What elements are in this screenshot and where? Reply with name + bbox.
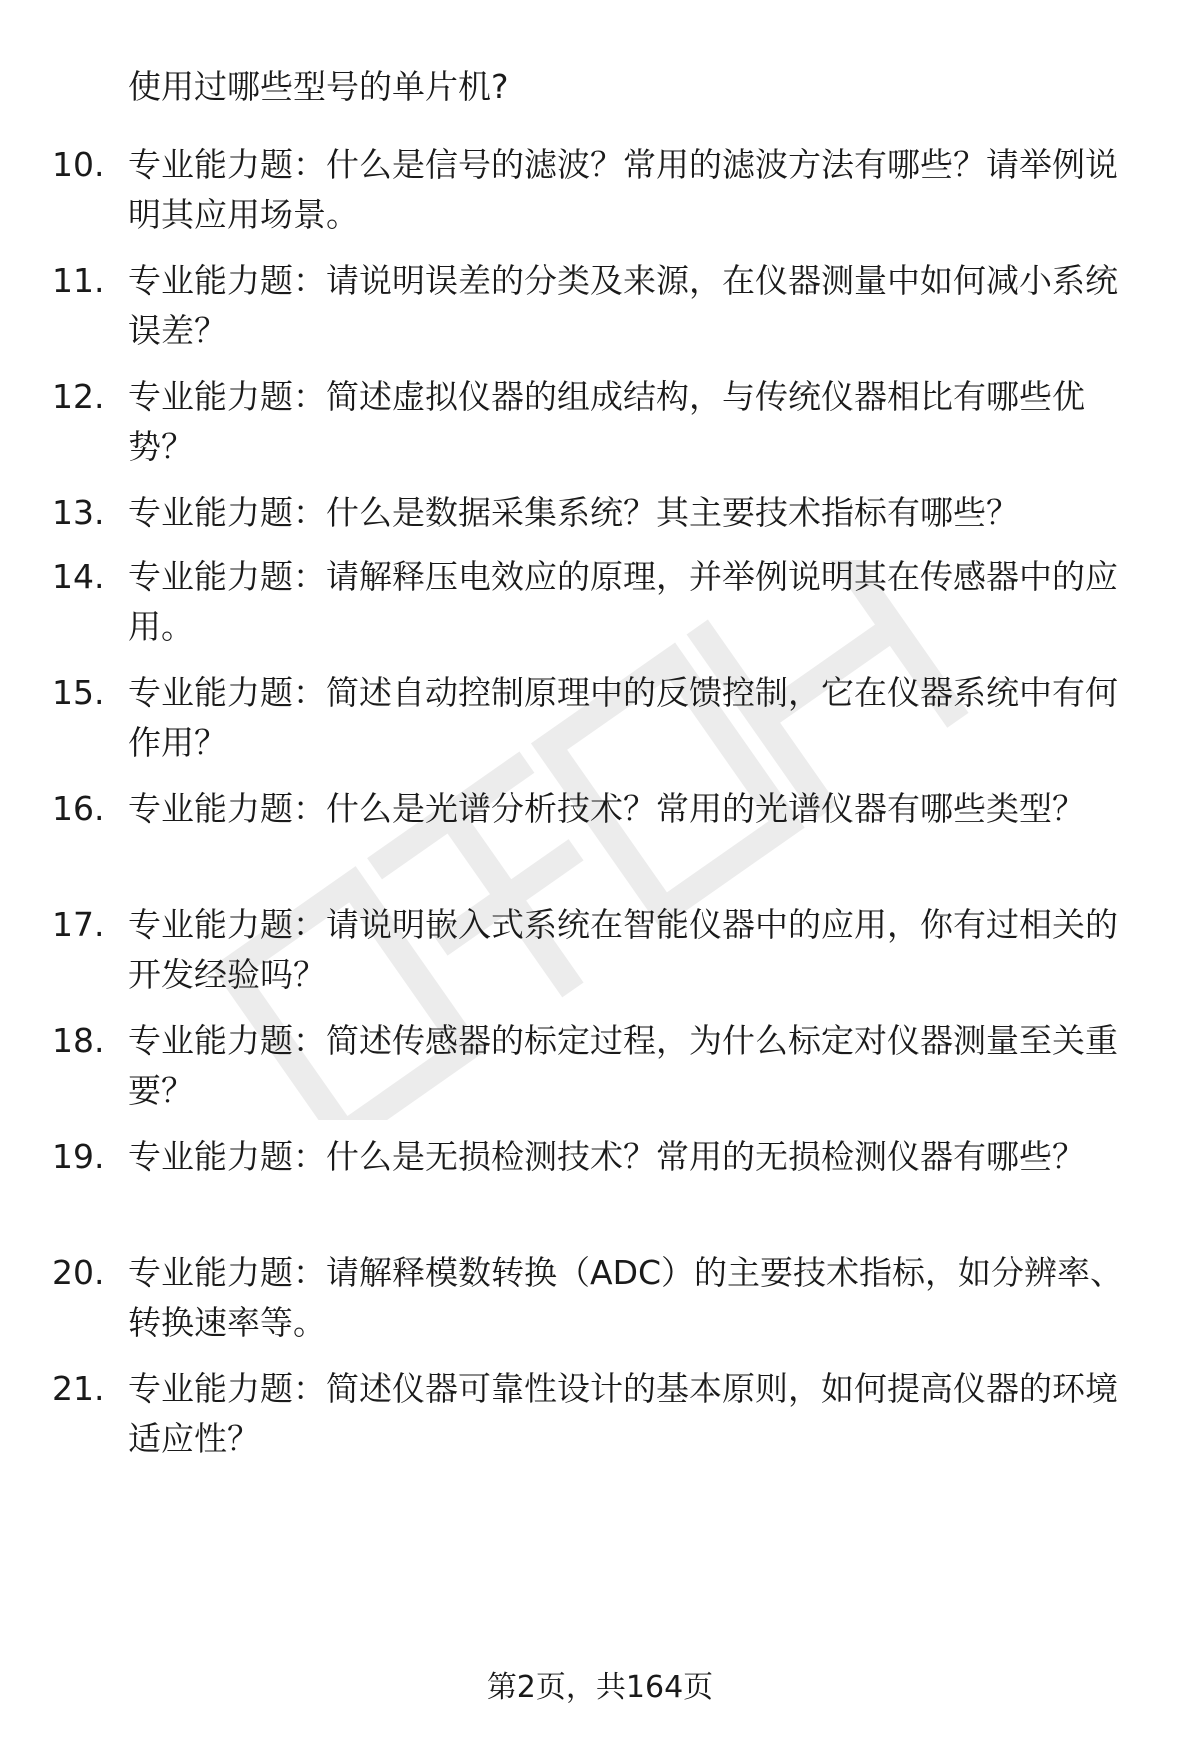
question-text: 专业能力题：请说明误差的分类及来源，在仪器测量中如何减小系统误差？ — [128, 261, 1118, 350]
question-number: 15. — [52, 673, 105, 712]
question-number: 11. — [52, 261, 105, 300]
question-number: 17. — [52, 905, 105, 944]
question-number: 21. — [52, 1369, 105, 1408]
continuation-line: 使用过哪些型号的单片机? — [128, 67, 509, 106]
question-number: 19. — [52, 1137, 105, 1176]
question-item — [0, 1248, 1200, 1352]
question-number: 13. — [52, 493, 105, 532]
question-text: 专业能力题：请解释模数转换（ADC）的主要技术指标，如分辨率、转换速率等。 — [128, 1253, 1124, 1342]
question-text: 专业能力题：什么是信号的滤波？常用的滤波方法有哪些？请举例说明其应用场景。 — [128, 145, 1118, 234]
question-text: 专业能力题：简述仪器可靠性设计的基本原则，如何提高仪器的环境适应性？ — [128, 1369, 1118, 1458]
question-text: 专业能力题：什么是数据采集系统？其主要技术指标有哪些？ — [128, 493, 1019, 532]
question-text: 专业能力题：简述传感器的标定过程，为什么标定对仪器测量至关重要？ — [128, 1021, 1118, 1110]
question-item — [0, 1132, 1200, 1236]
question-number: 16. — [52, 789, 105, 828]
question-item — [0, 1016, 1200, 1120]
question-item — [0, 372, 1200, 476]
question-number: 14. — [52, 557, 105, 596]
question-number: 18. — [52, 1021, 105, 1060]
question-text: 专业能力题：什么是光谱分析技术？常用的光谱仪器有哪些类型？ — [128, 789, 1085, 828]
question-item — [0, 256, 1200, 360]
question-text: 专业能力题：请解释压电效应的原理，并举例说明其在传感器中的应用。 — [128, 557, 1118, 646]
page-footer: 第2页，共164页 — [486, 1670, 714, 1705]
question-number: 20. — [52, 1253, 105, 1292]
question-item — [0, 668, 1200, 772]
question-text: 专业能力题：简述虚拟仪器的组成结构，与传统仪器相比有哪些优势？ — [128, 377, 1085, 466]
question-item — [0, 900, 1200, 1004]
question-text: 专业能力题：什么是无损检测技术？常用的无损检测仪器有哪些？ — [128, 1137, 1085, 1176]
question-number: 12. — [52, 377, 105, 416]
question-item — [0, 140, 1200, 244]
question-item — [0, 784, 1200, 888]
question-number: 10. — [52, 145, 105, 184]
question-text: 专业能力题：请说明嵌入式系统在智能仪器中的应用，你有过相关的开发经验吗？ — [128, 905, 1118, 994]
question-text: 专业能力题：简述自动控制原理中的反馈控制，它在仪器系统中有何作用？ — [128, 673, 1118, 762]
question-item — [0, 1364, 1200, 1468]
question-item — [0, 552, 1200, 656]
